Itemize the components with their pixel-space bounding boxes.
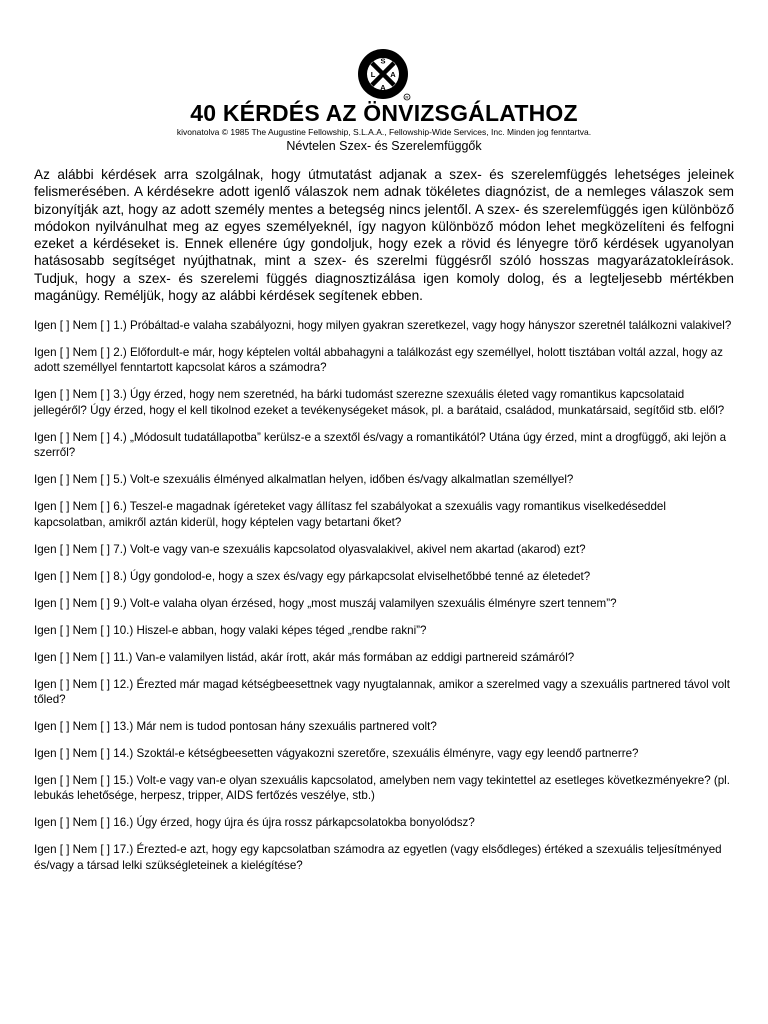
question-12: Igen [ ] Nem [ ] 12.) Érezted már magad kétségbeesettnek vagy nyugtalannak, amikor a szerelmed vagy a szexuális partnered távol volt tőled? — [34, 677, 730, 707]
svg-text:A: A — [380, 83, 386, 92]
copyright-line: kivonatolva © 1985 The Augustine Fellowship, S.L.A.A., Fellowship-Wide Services, Inc. Minden jog fenntartva. — [176, 127, 592, 137]
question-8: Igen [ ] Nem [ ] 8.) Úgy gondolod-e, hogy a szex és/vagy egy párkapcsolat elviselhetőbbé tenné az életedet? — [34, 569, 591, 583]
question-9: Igen [ ] Nem [ ] 9.) Volt-e valaha olyan érzésed, hogy „most muszáj valamilyen szexuális élményre szert tennem”? — [34, 596, 617, 610]
question-5: Igen [ ] Nem [ ] 5.) Volt-e szexuális élményed alkalmatlan helyen, időben és/vagy alkalmatlan személlyel? — [34, 473, 574, 487]
question-3: Igen [ ] Nem [ ] 3.) Úgy érzed, hogy nem szeretnéd, ha bárki tudomást szerezne szexuális életed vagy romantikus kapcsolataid jellegéről? Úgy érzed, hogy el kell tikolnod ezeket a tevékenységeket mások, pl. a barátaid, családod, munkatársaid, segítőid stb. elől? — [34, 388, 725, 417]
question-7: Igen [ ] Nem [ ] 7.) Volt-e vagy van-e szexuális kapcsolatod olyasvalakivel, akivel nem akartad (akarod) ezt? — [34, 542, 586, 556]
svg-text:R: R — [405, 95, 409, 100]
question-2: Igen [ ] Nem [ ] 2.) Előfordult-e már, hogy képtelen voltál abbahagyni a találkozást egy személlyel, holott tisztában voltál azzal, hogy az adott személlyel fenntartott kapcsolat káros a számodra? — [34, 346, 723, 375]
question-17: Igen [ ] Nem [ ] 17.) Érezted-e azt, hogy egy kapcsolatban számodra az egyetlen (vagy elsődleges) értéked a szexuális teljesítményed és/vagy a társad lelki szükségleteinek a kielégítése? — [34, 843, 722, 872]
question-list — [34, 318, 734, 885]
question-10: Igen [ ] Nem [ ] 10.) Hiszel-e abban, hogy valaki képes téged „rendbe rakni”? — [34, 623, 427, 637]
question-13: Igen [ ] Nem [ ] 13.) Már nem is tudod pontosan hány szexuális partnered volt? — [34, 720, 437, 734]
question-11: Igen [ ] Nem [ ] 11.) Van-e valamilyen listád, akár írott, akár más formában az eddigi partnereid számáról? — [34, 650, 575, 664]
page-title: 40 KÉRDÉS AZ ÖNVIZSGÁLATHOZ — [190, 100, 578, 126]
svg-text:L: L — [370, 70, 376, 79]
intro-paragraph: Az alábbi kérdések arra szolgálnak, hogy útmutatást adjanak a szex- és szerelemfüggés lehetséges jeleinek felismerésében. A kérdésekre adott igenlő válaszok nem adnak tökéletes diagnózist, de a nemleges válaszok sem bizonyítják azt, hogy az adott személy mentes a betegség nincs jelentől. A szex- és szerelemfüggés igen különböző módokon nyilvánulhat meg az egyes személyeknél, így nagyon különböző módon lehet megközelíteni és felfogni ezeket a kérdéseket is. Ennek ellenére úgy gondoljuk, hogy ezek a rövid és lényegre törő kérdések ugyanolyan hatásosabb segítséget nyújthatnak, mint a szex- és szerelmi függésről szóló hosszas magyarázatokleírások. Tudjuk, hogy a szex- és szerelemi függés diagnosztizálása igen komoly dolog, és a legteljesebb mértékben magánügy. Reméljük, hogy az alábbi kérdések segítenek ebben. — [34, 167, 734, 304]
svg-text:A: A — [390, 70, 396, 79]
question-15: Igen [ ] Nem [ ] 15.) Volt-e vagy van-e olyan szexuális kapcsolatod, amelyben nem vagy tekintettel az esetleges következményekre? (pl. lebukás lehetősége, herpesz, tripper, AIDS fertőzés veszélye, stb.) — [34, 774, 730, 803]
svg-text:S: S — [380, 56, 386, 66]
question-14: Igen [ ] Nem [ ] 14.) Szoktál-e kétségbeesetten vágyakozni szeretőre, szexuális élményre, vagy egy leendő partnerre? — [34, 747, 639, 761]
question-1: Igen [ ] Nem [ ] 1.) Próbáltad-e valaha szabályozni, hogy milyen gyakran szeretkezel, vagy hogy hányszor szeretnél találkozni valakivel? — [34, 319, 732, 332]
slaa-circle-logo-icon — [356, 46, 412, 102]
question-16: Igen [ ] Nem [ ] 16.) Úgy érzed, hogy újra és újra rossz párkapcsolatokba bonyolódsz? — [34, 816, 475, 830]
question-4: Igen [ ] Nem [ ] 4.) „Módosult tudatállapotba” kerülsz-e a szextől és/vagy a romantikától? Utána úgy érzed, mint a drogfüggő, aki lejön a szerről? — [34, 430, 727, 460]
page-subtitle: Névtelen Szex- és Szerelemfüggők — [286, 139, 482, 153]
question-6: Igen [ ] Nem [ ] 6.) Teszel-e magadnak ígéreteket vagy állítasz fel szabályokat a szexuális vagy romantikus viselkedéseddel kapcsolatban, amikről aztán kiderül, hogy képtelen vagy betartani őket? — [34, 500, 666, 529]
